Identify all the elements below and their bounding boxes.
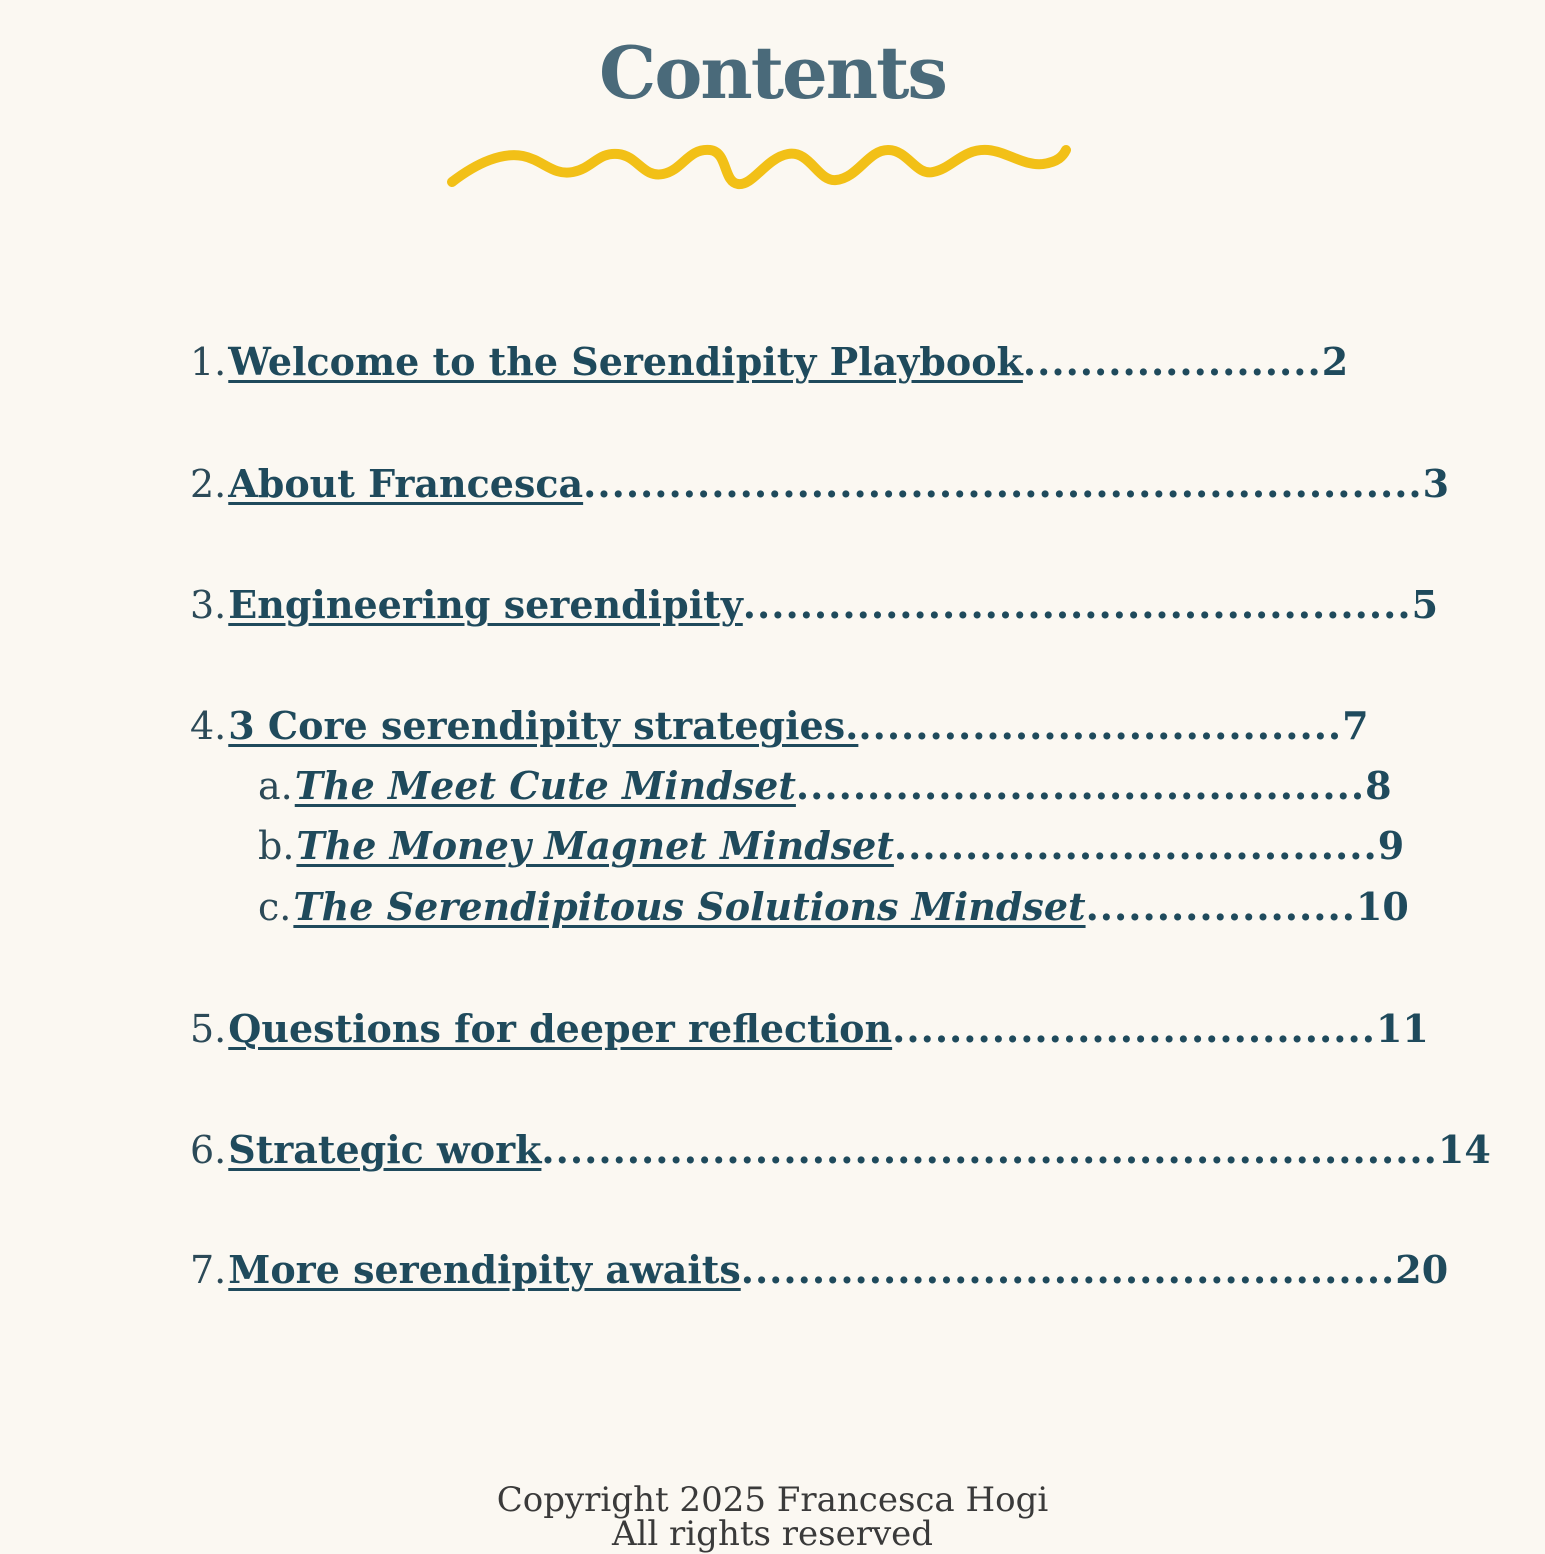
toc-link[interactable]: The Serendipitous Solutions Mindset: [293, 884, 1086, 929]
toc-page-number: 3: [1422, 461, 1450, 506]
toc-entry[interactable]: [190, 459, 1450, 509]
toc-page-number: 11: [1375, 1006, 1429, 1051]
toc-leader: ...........................................................: [583, 461, 1423, 506]
toc-leader: ..................................: [858, 703, 1343, 748]
toc-link[interactable]: Questions for deeper reflection: [228, 1006, 893, 1051]
toc-subentry[interactable]: [258, 761, 1392, 811]
toc-link[interactable]: More serendipity awaits: [228, 1247, 741, 1292]
toc-link[interactable]: Strategic work: [228, 1127, 542, 1172]
toc-number: 5.: [190, 1007, 227, 1051]
toc-leader: .....................: [1022, 339, 1322, 384]
toc-entry[interactable]: [190, 1004, 1429, 1054]
toc-number: a.: [258, 764, 293, 808]
toc-leader: ...............................................................: [541, 1127, 1438, 1172]
toc-leader: ...................: [1085, 884, 1356, 929]
toc-entry[interactable]: [190, 701, 1369, 751]
toc-page-number: 14: [1437, 1127, 1491, 1172]
toc-link[interactable]: The Money Magnet Mindset: [296, 823, 894, 868]
toc-number: 3.: [190, 583, 227, 627]
toc-leader: ..............................................: [740, 1247, 1396, 1292]
toc-page-number: 2: [1321, 339, 1349, 384]
toc-subentry[interactable]: [258, 821, 1405, 871]
toc-link[interactable]: About Francesca: [228, 461, 584, 506]
toc-page-number: 9: [1377, 823, 1405, 868]
toc-page-number: 7: [1342, 703, 1369, 748]
toc-number: 6.: [190, 1128, 227, 1172]
toc-number: 7.: [190, 1248, 227, 1292]
toc-page-number: 5: [1411, 582, 1439, 627]
toc-entry[interactable]: [190, 1125, 1491, 1175]
toc-link[interactable]: 3 Core serendipity strategies.: [228, 703, 859, 748]
toc-number: 4.: [190, 704, 227, 748]
toc-leader: ..................................: [892, 1006, 1376, 1051]
rights-text: All rights reserved: [611, 1514, 934, 1554]
toc-page-number: 20: [1395, 1247, 1449, 1292]
toc-subentry[interactable]: [258, 882, 1409, 932]
toc-number: 2.: [190, 462, 227, 506]
toc-link[interactable]: Welcome to the Serendipity Playbook: [228, 339, 1023, 384]
toc-entry[interactable]: [190, 337, 1349, 387]
toc-leader: ...............................................: [742, 582, 1412, 627]
toc-entry[interactable]: [190, 580, 1439, 630]
toc-page-number: 8: [1365, 763, 1392, 808]
toc-link[interactable]: Engineering serendipity: [228, 582, 743, 627]
toc-number: b.: [258, 824, 295, 868]
copyright-text: Copyright 2025 Francesca Hogi: [496, 1480, 1049, 1520]
toc-link[interactable]: The Meet Cute Mindset: [294, 763, 796, 808]
toc-number: c.: [258, 885, 292, 929]
toc-entry[interactable]: [190, 1245, 1449, 1295]
toc-number: 1.: [190, 340, 227, 384]
toc-leader: ........................................: [795, 763, 1366, 808]
toc-page-number: 10: [1355, 884, 1409, 929]
toc-leader: ..................................: [893, 823, 1378, 868]
page-title: Contents: [599, 30, 946, 115]
